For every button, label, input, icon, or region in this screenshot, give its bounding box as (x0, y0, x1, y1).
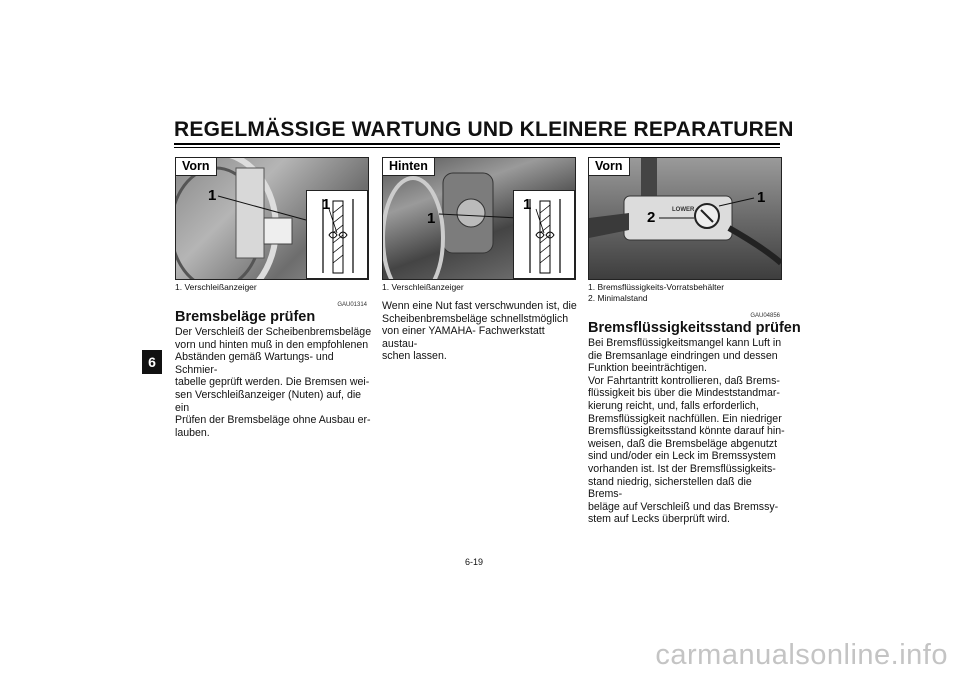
watermark: carmanualsonline.info (655, 639, 948, 671)
wear-indicator-detail (307, 191, 367, 278)
body-line: flüssigkeit bis über die Mindeststandmar- (588, 387, 780, 400)
section-code: GAU01314 (337, 302, 367, 308)
body-line: stand niedrig, sicherstellen daß die Brems- (588, 475, 752, 501)
header-rule (174, 143, 780, 145)
reservoir-illustration (589, 158, 781, 279)
body-line: die Bremsanlage eindringen und dessen (588, 349, 778, 362)
caption-line: 2. Minimalstand (588, 293, 648, 303)
figure-brake-fluid-reservoir (588, 157, 782, 280)
callout-number: 1 (208, 187, 217, 204)
body-line: stem auf Lecks überprüft wird. (588, 513, 730, 526)
figure-caption (588, 282, 724, 304)
page-title: REGELMÄSSIGE WARTUNG UND KLEINERE REPARATUREN (174, 118, 794, 141)
section-body (588, 337, 788, 526)
body-line: Vor Fahrtantritt kontrollieren, daß Brems- (588, 374, 780, 387)
section-code: GAU04856 (750, 313, 780, 319)
caption-line: 1. Verschleißanzeiger (382, 282, 464, 292)
body-line: sind und/oder ein Leck im Bremssystem (588, 450, 776, 463)
section-body (175, 326, 375, 439)
figure-label: Vorn (176, 158, 217, 176)
figure-caption (175, 282, 257, 293)
body-line: vorn und hinten muß in den empfohlenen (175, 338, 369, 351)
caption-line: 1. Verschleißanzeiger (175, 282, 257, 292)
callout-number: 1 (757, 189, 766, 206)
body-line: weisen, daß die Bremsbeläge abgenutzt (588, 437, 778, 450)
callout-number: 1 (322, 196, 331, 213)
body-line: vorhanden ist. Ist der Bremsflüssigkeits- (588, 462, 776, 475)
body-line: Prüfen der Bremsbeläge ohne Ausbau er- (175, 414, 371, 427)
body-line: von einer YAMAHA- Fachwerkstatt austau- (382, 325, 545, 350)
body-line: Bremsflüssigkeitsstand könnte darauf hin- (588, 425, 785, 438)
wear-indicator-inset (306, 190, 368, 279)
chapter-tab: 6 (142, 350, 162, 374)
caption-line: 1. Bremsflüssigkeits-Vorratsbehälter (588, 282, 725, 292)
header-rule-thin (174, 147, 780, 148)
section-heading: Bremsflüssigkeitsstand prüfen (588, 320, 801, 336)
figure-caption (382, 282, 464, 293)
page-number: 6-19 (465, 557, 484, 567)
section-body (382, 300, 582, 363)
body-line: schen lassen. (382, 350, 447, 363)
callout-number: 1 (427, 210, 436, 227)
body-line: Funktion beeinträchtigen. (588, 362, 707, 375)
body-line: Bei Bremsflüssigkeitsmangel kann Luft in (588, 337, 782, 349)
body-line: beläge auf Verschleiß und das Bremssy- (588, 500, 779, 513)
body-line: Wenn eine Nut fast verschwunden ist, die (382, 300, 577, 312)
reservoir-lower-mark: LOWER (672, 207, 695, 213)
body-line: Scheibenbremsbeläge schnellstmöglich (382, 312, 569, 325)
body-line: tabelle geprüft werden. Die Bremsen wei- (175, 376, 370, 389)
callout-number: 2 (647, 209, 656, 226)
figure-label: Hinten (383, 158, 435, 176)
section-heading: Bremsbeläge prüfen (175, 309, 316, 325)
callout-number: 1 (523, 196, 532, 213)
body-line: sen Verschleißanzeiger (Nuten) auf, die ein (175, 388, 362, 414)
body-line: Bremsflüssigkeit nachfüllen. Ein niedriger (588, 412, 782, 425)
figure-front-brake-pads (175, 157, 369, 280)
body-line: Abständen gemäß Wartungs- und Schmier- (175, 351, 334, 376)
body-line: Der Verschleiß der Scheibenbremsbeläge (175, 326, 372, 338)
body-line: kierung reicht, und, falls erforderlich, (588, 399, 759, 412)
figure-label: Vorn (589, 158, 630, 176)
figure-rear-brake-pads (382, 157, 576, 280)
body-line: lauben. (175, 426, 210, 439)
